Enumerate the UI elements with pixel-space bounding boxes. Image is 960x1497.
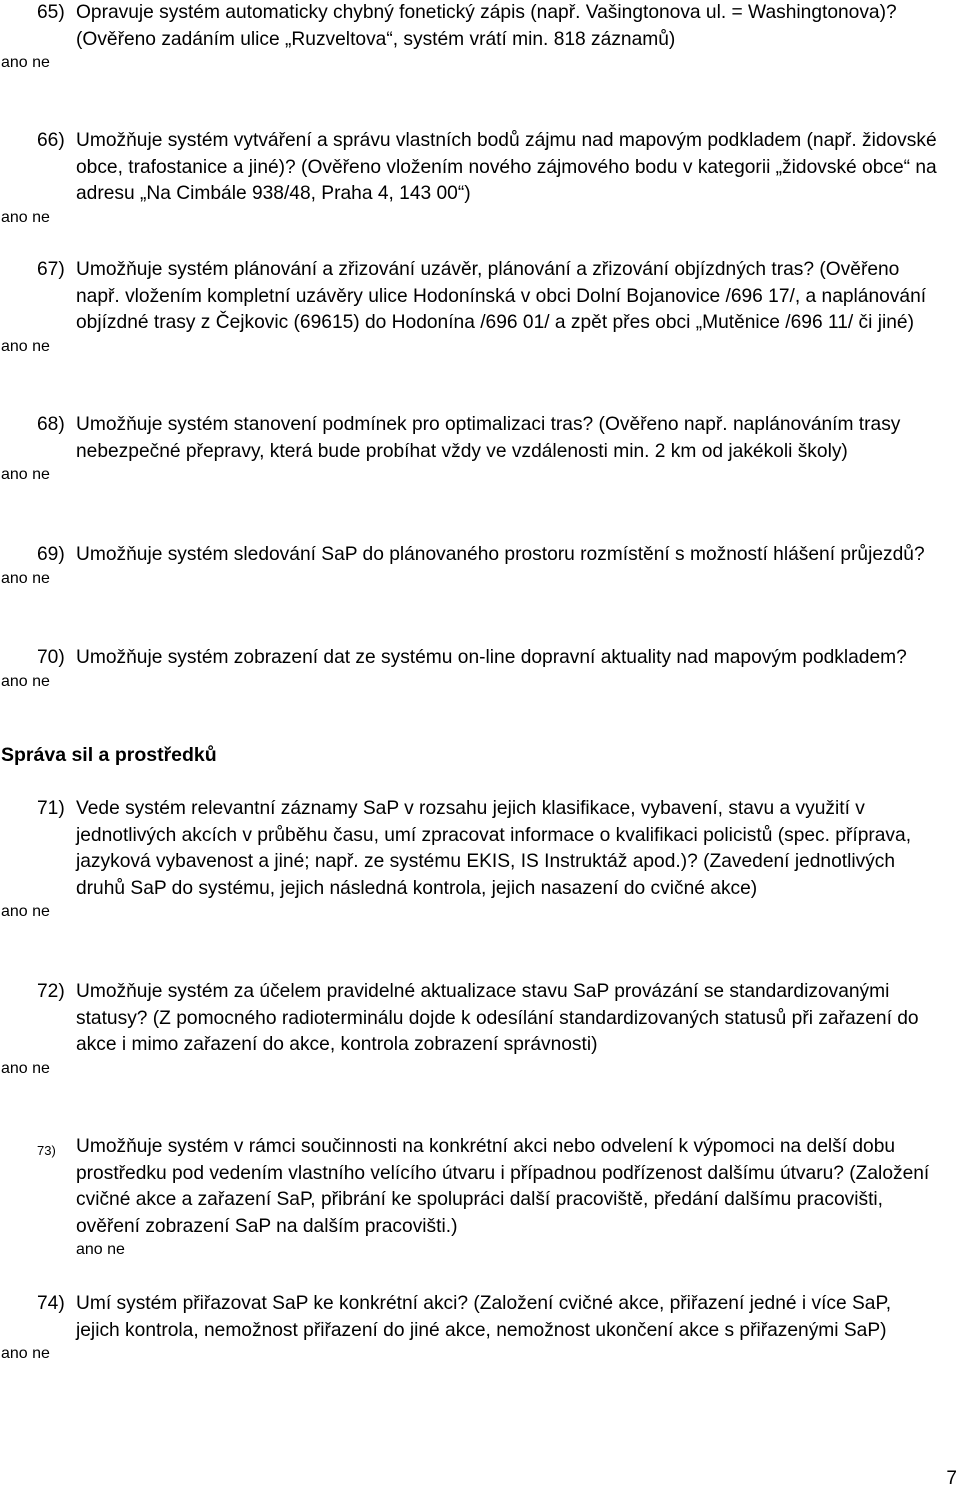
question-number: 69) <box>37 544 65 565</box>
question-text: Umožňuje systém sledování SaP do plánovaného prostoru rozmístění s možností hlášení průjezdů? <box>76 544 925 565</box>
question-73 <box>0 1134 960 1260</box>
question-text: Umí systém přiřazovat SaP ke konkrétní akci? (Založení cvičné akce, přiřazení jedné i více SaP, jejich kontrola, nemožnost přiřazení do jiné akce, nemožnost ukončení akce s přiřazenými SaP) <box>76 1293 892 1341</box>
question-74 <box>0 1291 960 1364</box>
question-text: Umožňuje systém stanovení podmínek pro optimalizaci tras? (Ověřeno např. naplánováním trasy nebezpečné přepravy, která bude probíhat vždy ve vzdálenosti min. 2 km od jakékoli školy) <box>76 414 901 462</box>
answer-options: ano ne <box>1 337 50 355</box>
question-text: Opravuje systém automaticky chybný fonetický zápis (např. Vašingtonova ul. = Washingtonova)? (Ověřeno zadáním ulice „Ruzveltova“, systém vrátí min. 818 záznamů) <box>76 2 897 50</box>
question-68 <box>0 412 960 485</box>
question-text: Umožňuje systém v rámci součinnosti na konkrétní akci nebo odvelení k výpomoci na delší dobu prostředku pod vedením vlastního velícího útvaru i případnou podřízenost dalšímu útvaru? (Založení cvičné akce a zařazení SaP, přibrání ke spolupráci další pracoviště, předání dalšímu pracovišti, ověření zobrazení SaP na dalším pracovišti.) <box>76 1136 930 1237</box>
question-number: 68) <box>37 414 65 435</box>
answer-options: ano ne <box>1 1345 50 1362</box>
question-65 <box>0 0 960 73</box>
question-number: 74) <box>37 1293 65 1314</box>
question-number: 72) <box>37 981 65 1002</box>
question-67 <box>0 257 960 357</box>
question-66 <box>0 128 960 228</box>
question-70 <box>0 645 960 692</box>
answer-options: ano ne <box>76 1241 125 1258</box>
question-number: 65) <box>37 2 65 23</box>
question-text: Umožňuje systém plánování a zřizování uzávěr, plánování a zřizování objízdných tras? (Ověřeno např. vložením kompletní uzávěry ulice Hodonínská v obci Dolní Bojanovice /696 17/, a naplánování objízdné trasy z Čejkovic (69615) do Hodonína /696 01/ a zpět přes obci „Mutěnice /696 11/ či jiné) <box>76 259 927 333</box>
question-text: Umožňuje systém vytváření a správu vlastních bodů zájmu nad mapovým podkladem (např. židovské obce, trafostanice a jiné)? (Ověřeno vložením nového zájmového bodu v kategorii „židovské obce“ na adresu „Na Cimbále 938/48, Praha 4, 143 00“) <box>76 130 937 204</box>
answer-options: ano ne <box>1 672 50 690</box>
answer-options: ano ne <box>1 903 50 920</box>
question-number: 71) <box>37 798 65 819</box>
question-number: 73) <box>37 1143 56 1158</box>
answer-options: ano ne <box>1 466 50 483</box>
answer-options: ano ne <box>1 54 50 71</box>
answer-options: ano ne <box>1 208 50 226</box>
page-number: 7 <box>946 1468 957 1489</box>
section-heading: Správa sil a prostředků <box>1 744 217 766</box>
question-number: 70) <box>37 647 65 668</box>
answer-options: ano ne <box>1 1059 50 1077</box>
answer-options: ano ne <box>1 569 50 587</box>
question-71 <box>0 796 960 922</box>
question-72 <box>0 979 960 1079</box>
question-number: 67) <box>37 259 65 280</box>
question-text: Vede systém relevantní záznamy SaP v rozsahu jejich klasifikace, vybavení, stavu a využití v jednotlivých akcích v průběhu času, umí zpracovat informace o kvalifikaci policistů (spec. příprava, jazyková vybavenost a jiné; např. ze systému EKIS, IS Instruktáž apod.)? (Zavedení jednotlivých druhů SaP do systému, jejich následná kontrola, jejich nasazení do cvičné akce) <box>76 798 912 899</box>
question-text: Umožňuje systém za účelem pravidelné aktualizace stavu SaP provázání se standardizovanými statusy? (Z pomocného radioterminálu dojde k odesílání standardizovaných statusů při zařazení do akce i mimo zařazení do akce, kontrola zobrazení správnosti) <box>76 981 919 1055</box>
question-number: 66) <box>37 130 65 151</box>
question-69 <box>0 542 960 589</box>
question-text: Umožňuje systém zobrazení dat ze systému on-line dopravní aktuality nad mapovým podkladem? <box>76 647 907 668</box>
